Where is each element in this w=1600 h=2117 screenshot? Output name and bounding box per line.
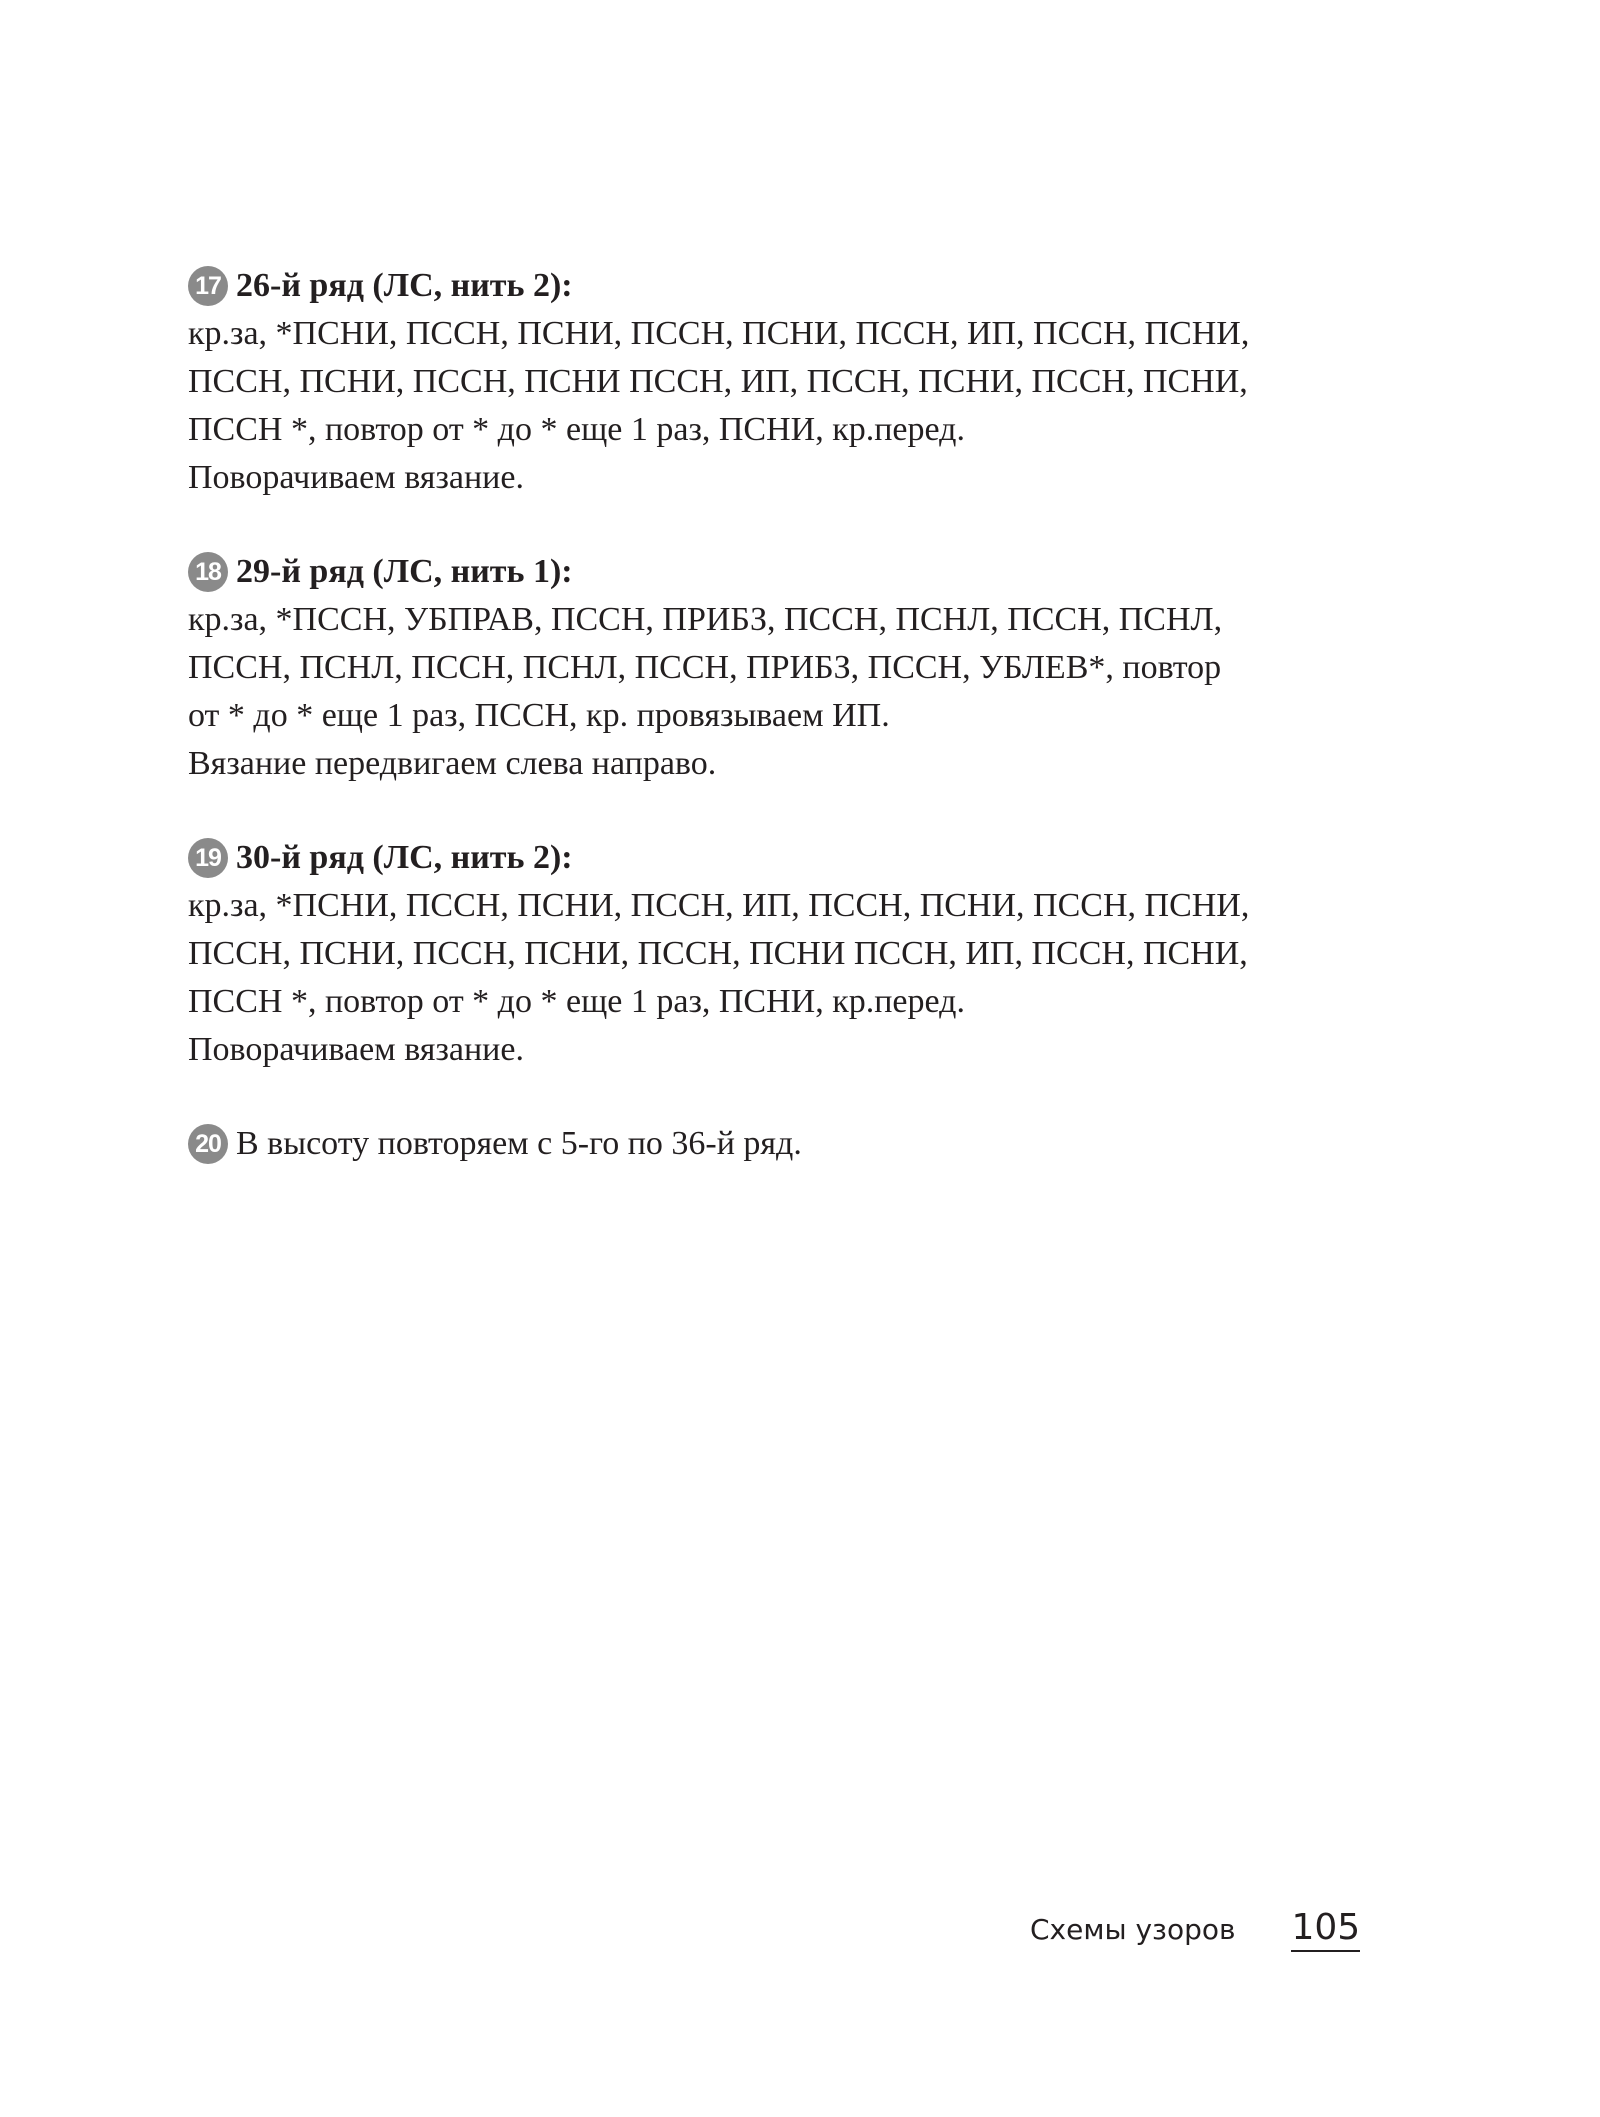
step-text-line: Поворачиваем вязание.	[188, 1031, 524, 1068]
step-text-line: от * до * еще 1 раз, ПССН, кр. провязываем ИП.	[188, 697, 890, 734]
step-text-line: ПССН, ПСНИ, ПССН, ПСНИ ПССН, ИП, ПССН, ПСНИ, ПССН, ПСНИ,	[188, 363, 1248, 400]
step-18	[188, 548, 1368, 788]
step-title: 26-й ряд (ЛС, нить 2):	[236, 267, 573, 304]
page-footer	[1030, 1908, 1360, 1952]
step-header	[188, 262, 1368, 310]
step-text-line: Поворачиваем вязание.	[188, 459, 524, 496]
step-number-badge: 17	[188, 266, 228, 306]
step-17	[188, 262, 1368, 502]
step-number-badge: 18	[188, 552, 228, 592]
step-19	[188, 834, 1368, 1074]
page-number: 105	[1291, 1908, 1360, 1952]
step-text-line: ПССН *, повтор от * до * еще 1 раз, ПСНИ, кр.перед.	[188, 411, 965, 448]
step-title: 30-й ряд (ЛС, нить 2):	[236, 839, 573, 876]
step-header	[188, 548, 1368, 596]
step-20	[188, 1120, 1368, 1168]
step-text-line: Вязание передвигаем слева направо.	[188, 745, 717, 782]
section-name: Схемы узоров	[1030, 1913, 1236, 1946]
step-text-line: кр.за, *ПССН, УБПРАВ, ПССН, ПРИБЗ, ПССН, ПСНЛ, ПССН, ПСНЛ,	[188, 601, 1223, 638]
step-header	[188, 1120, 1368, 1168]
step-text-line: ПССН *, повтор от * до * еще 1 раз, ПСНИ, кр.перед.	[188, 983, 965, 1020]
step-text-line: кр.за, *ПСНИ, ПССН, ПСНИ, ПССН, ИП, ПССН, ПСНИ, ПССН, ПСНИ,	[188, 887, 1250, 924]
step-number-badge: 20	[188, 1124, 228, 1164]
step-header	[188, 834, 1368, 882]
step-text: В высоту повторяем с 5-го по 36-й ряд.	[236, 1125, 802, 1162]
page-content	[188, 262, 1368, 1214]
step-number-badge: 19	[188, 838, 228, 878]
step-text-line: кр.за, *ПСНИ, ПССН, ПСНИ, ПССН, ПСНИ, ПССН, ИП, ПССН, ПСНИ,	[188, 315, 1250, 352]
step-text-line: ПССН, ПСНЛ, ПССН, ПСНЛ, ПССН, ПРИБЗ, ПССН, УБЛЕВ*, повтор	[188, 649, 1222, 686]
step-text-line: ПССН, ПСНИ, ПССН, ПСНИ, ПССН, ПСНИ ПССН, ИП, ПССН, ПСНИ,	[188, 935, 1248, 972]
step-title: 29-й ряд (ЛС, нить 1):	[236, 553, 573, 590]
